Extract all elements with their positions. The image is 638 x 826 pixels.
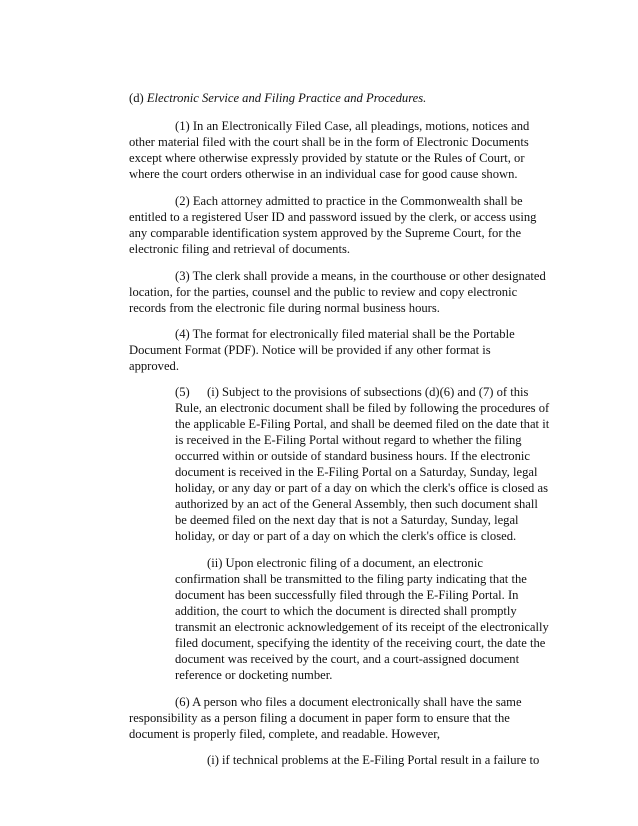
paragraph-5-line: be deemed filed on the next day that is not a Saturday, Sunday, legal <box>175 513 519 527</box>
paragraph-2-line: electronic filing and retrieval of documents. <box>129 242 351 256</box>
paragraph-1-line: except where otherwise expressly provided by statute or the Rules of Court, or <box>129 151 525 165</box>
paragraph-5-line: the applicable E-Filing Portal, and shall be deemed filed on the date that it <box>175 417 550 431</box>
paragraph-3-line: location, for the parties, counsel and the public to review and copy electronic <box>129 285 518 299</box>
paragraph-5-line: authorized by an act of the General Assembly, then such document shall <box>175 497 538 511</box>
paragraph-5-number: (5) <box>175 385 190 399</box>
paragraph-2-line: (2) Each attorney admitted to practice in the Commonwealth shall be <box>175 194 523 208</box>
paragraph-5-line: is received in the E-Filing Portal without regard to whether the filing <box>175 433 522 447</box>
paragraph-2-line: entitled to a registered User ID and password issued by the clerk, or access using <box>129 210 537 224</box>
paragraph-4-line: approved. <box>129 359 180 373</box>
section-heading <box>129 90 426 106</box>
paragraph-5-line: occurred within or outside of standard business hours. If the electronic <box>175 449 530 463</box>
paragraph-5-ii-line: (ii) Upon electronic filing of a document, an electronic <box>207 556 483 570</box>
paragraph-5-ii-line: confirmation shall be transmitted to the filing party indicating that the <box>175 572 527 586</box>
paragraph-5-line: (i) Subject to the provisions of subsections (d)(6) and (7) of this <box>207 385 529 399</box>
paragraph-5-ii-line: filed document, specifying the identity of the receiving court, the date the <box>175 636 546 650</box>
paragraph-3-line: records from the electronic file during normal business hours. <box>129 301 440 315</box>
paragraph-1-line: (1) In an Electronically Filed Case, all pleadings, motions, notices and <box>175 119 530 133</box>
paragraph-5-line: holiday, or day or part of a day on which the clerk's office is closed. <box>175 529 517 543</box>
paragraph-5-ii-line: document has been successfully filed through the E-Filing Portal. In <box>175 588 519 602</box>
paragraph-6-line: document is properly filed, complete, and readable. However, <box>129 727 441 741</box>
paragraph-5-line: Rule, an electronic document shall be filed by following the procedures of <box>175 401 550 415</box>
paragraph-1-line: where the court orders otherwise in an individual case for good cause shown. <box>129 167 518 181</box>
paragraph-4-line: (4) The format for electronically filed material shall be the Portable <box>175 327 515 341</box>
paragraph-5-line: holiday, or any day or part of a day on which the clerk's office is closed as <box>175 481 548 495</box>
paragraph-5-ii-line: transmit an electronic acknowledgement of its receipt of the electronically <box>175 620 549 634</box>
paragraph-5-ii-line: document was received by the court, and a court-assigned document <box>175 652 520 666</box>
heading-prefix: (d) <box>129 91 147 105</box>
paragraph-3-line: (3) The clerk shall provide a means, in the courthouse or other designated <box>175 269 546 283</box>
paragraph-2-line: any comparable identification system approved by the Supreme Court, for the <box>129 226 522 240</box>
paragraph-6-i-line: (i) if technical problems at the E-Filing Portal result in a failure to <box>207 753 540 767</box>
heading-title: Electronic Service and Filing Practice and Procedures. <box>146 91 427 105</box>
paragraph-5-line: document is received in the E-Filing Portal on a Saturday, Sunday, legal <box>175 465 538 479</box>
paragraph-1-line: other material filed with the court shall be in the form of Electronic Documents <box>129 135 529 149</box>
paragraph-4-line: Document Format (PDF). Notice will be provided if any other format is <box>129 343 491 357</box>
paragraph-5-ii-line: reference or docketing number. <box>175 668 333 682</box>
paragraph-5-ii-line: addition, the court to which the document is directed shall promptly <box>175 604 517 618</box>
paragraph-6-line: (6) A person who files a document electronically shall have the same <box>175 695 522 709</box>
paragraph-6-line: responsibility as a person filing a document in paper form to ensure that the <box>129 711 510 725</box>
